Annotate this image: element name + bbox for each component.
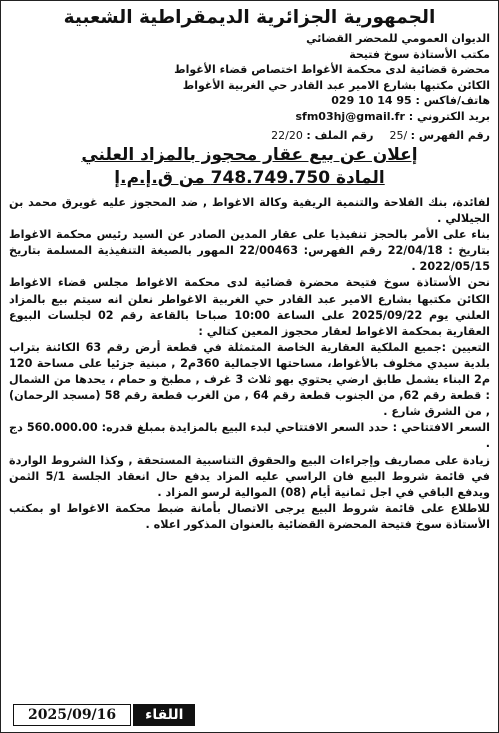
paragraph-property: التعيين :جميع الملكية العقارية الخاصة المتمثلة في قطعة أرض رقم 63 الكائنة بتراب بلدية سيدي مخلوف بالأغواط، مساحتها الاجمالية 360م2 , مبنية جزئيا على مساحة 120 م2 البناء يشمل طابق ارضي يحتوي بهو ثلاث 3 غرف , مطبخ و حمام ، يحدها من الشمال : قطعة رقم 62, من الجنوب قطعة رقم 64 , من الغرب قطعة رقم 58 (مسجد الرحمان) , من الشرق شارع . <box>9 340 491 419</box>
header-line-address: الكائن مكتبها بشارع الامير عبد القادر حي الغربية الأغواط <box>182 78 490 92</box>
publication-date: 2025/09/16 <box>13 704 131 726</box>
paragraph-announcement: نحن الأستاذة سوخ فتيحة محضرة قضائية لدى محكمة الاغواط مجلس قضاء الاغواط الكائن مكتبها بشارع الامير عبد القادر حي الغربية الاغواطر نعلن انه سيتم بيع بالمزاد العلني يوم 2025/09/22 على الساعة 10:00 صباحا بالقاعة رقم 02 لجلسات البيوع العقارية بمحكمة الاغواط لعقار محجوز المعين كتالي : <box>9 276 490 338</box>
notice-body <box>9 195 490 533</box>
ad-title <box>9 144 490 190</box>
email-address: sfm03hj@gmail.fr <box>295 109 405 123</box>
file-label: رقم الملف : <box>306 129 374 142</box>
header-line-office: الديوان العمومي للمحضر القضائي <box>306 32 490 45</box>
header-line-court: محضرة قضائية لدى محكمة الأغواط اختصاص قضاء الأغواط <box>174 63 490 76</box>
paragraph-beneficiary: لفائدة، بنك الفلاحة والتنمية الريفية وكالة الاغواط , ضد المحجوز عليه غويرق محمد بن الجيلالي . <box>9 196 490 226</box>
republic-title: الجمهورية الجزائرية الديمقراطية الشعبية <box>63 7 436 28</box>
ad-title-line1: إعلان عن بيع عقار محجوز بالمزاد العلني <box>81 145 418 165</box>
email-label: بريد الكتروني : <box>408 109 490 123</box>
paragraph-opening-price: السعر الافتتاحي : حدد السعر الافتتاحي لبدء البيع بالمزايدة بمبلغ قدره: 560.000.00 دج . <box>9 421 491 451</box>
header-email-line <box>9 109 490 125</box>
header-phone-line <box>9 93 490 109</box>
ad-title-line2: المادة 748.749.750 من ق.إ.م.إ <box>114 168 385 188</box>
newspaper-name: اللقاء <box>133 704 195 726</box>
paragraph-contact: للاطلاع على قائمة شروط البيع يرجى الاتصال بأمانة ضبط محكمة الاغواط او بمكتب الأستاذة سوخ فتيحة المحضرة القضائية بالعنوان المذكور اعلاه . <box>9 501 490 531</box>
publication-footer <box>13 704 195 726</box>
index-label: رقم الفهرس : <box>410 129 490 142</box>
reference-numbers <box>9 128 490 144</box>
bailiff-header <box>9 31 490 124</box>
paragraph-order: بناء على الأمر بالحجز تنفيذيا على عقار المدين الصادر عن السيد رئيس محكمة الاغواط بتاريخ : 22/04/18 رقم الفهرس: 22/00463 المهور بالصيغة التنفيذية المسلمة بتاريخ 2022/05/15 . <box>9 228 490 274</box>
index-value: /25 <box>389 129 408 142</box>
phone-label: هاتف/فاكس : <box>415 94 490 107</box>
header-line-bailiff-name: مكتب الأستاذة سوخ فتيحة <box>349 47 490 61</box>
phone-number: 029 10 14 95 <box>331 94 412 107</box>
paragraph-conditions: زيادة على مصاريف وإجراءات البيع والحقوق التناسبية المستحقة , وكذا الشروط الواردة في قائمة شروط البيع فان الراسي عليه المزاد يدفع حال انعقاد الجلسة 5/1 الثمن ويدفع الباقي في اجل ثمانية أيام (08) الموالية لرسو المزاد . <box>9 453 490 499</box>
file-value: 22/20 <box>271 129 303 142</box>
index-number <box>389 128 490 144</box>
file-number <box>271 128 373 144</box>
